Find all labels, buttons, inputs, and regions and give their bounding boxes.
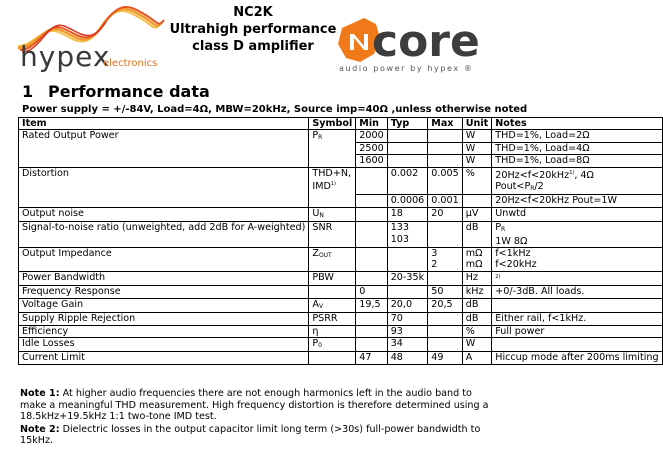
page-header xyxy=(0,0,510,78)
hypex-brand-subtitle: electronics xyxy=(103,58,158,69)
header-notes: Notes xyxy=(492,118,662,130)
cell-typ xyxy=(387,248,428,272)
cell-notes: 20Hz<f<20kHz Pout=1W xyxy=(492,195,662,207)
cell-max xyxy=(428,271,462,285)
cell-unit: % xyxy=(462,325,492,337)
cell-min: 1600 xyxy=(356,155,387,167)
cell-unit: A xyxy=(462,352,492,364)
cell-symbol: AV xyxy=(309,298,356,312)
cell-max xyxy=(428,130,462,142)
cell-min: 2500 xyxy=(356,142,387,154)
header-unit: Unit xyxy=(462,118,492,130)
title-line-3: class D amplifier xyxy=(192,39,314,54)
cell-notes: THD=1%, Load=2Ω xyxy=(492,130,662,142)
cell-item: Rated Output Power xyxy=(19,130,309,167)
cell-item: Idle Losses xyxy=(19,337,309,351)
cell-item: Current Limit xyxy=(19,352,309,364)
table-row xyxy=(19,337,663,351)
table-row xyxy=(19,248,663,272)
cell-unit: W xyxy=(462,142,492,154)
cell-item: Voltage Gain xyxy=(19,298,309,312)
cell-max: 20,5 xyxy=(428,298,462,312)
cell-max xyxy=(428,325,462,337)
cell-notes xyxy=(492,298,662,312)
cell-min xyxy=(356,222,387,248)
header-min: Min xyxy=(356,118,387,130)
cell-notes: Unwtd xyxy=(492,207,662,221)
cell-symbol xyxy=(309,286,356,298)
table-row xyxy=(19,298,663,312)
cell-min xyxy=(356,167,387,195)
cell-typ: 34 xyxy=(387,337,428,351)
cell-notes: 20Hz<f<20kHz$^{1)}$, 4Ω Pout<PR/2 xyxy=(492,167,662,195)
footnotes xyxy=(20,388,496,448)
cell-min xyxy=(356,337,387,351)
cell-max: 3 2 xyxy=(428,248,462,272)
cell-unit: μV xyxy=(462,207,492,221)
cell-notes: THD=1%, Load=8Ω xyxy=(492,155,662,167)
cell-typ xyxy=(387,142,428,154)
cell-unit: W xyxy=(462,155,492,167)
ncore-tagline: audio power by hypex ® xyxy=(339,64,474,73)
cell-min: 19,5 xyxy=(356,298,387,312)
cell-typ xyxy=(387,130,428,142)
cell-max: 49 xyxy=(428,352,462,364)
cell-max xyxy=(428,313,462,325)
cell-min: 0 xyxy=(356,286,387,298)
cell-unit: dB xyxy=(462,313,492,325)
title-line-2: Ultrahigh performance xyxy=(169,22,337,37)
header-typ: Typ xyxy=(387,118,428,130)
cell-typ: 93 xyxy=(387,325,428,337)
cell-unit: W xyxy=(462,337,492,351)
cell-typ: 20-35k xyxy=(387,271,428,285)
cell-symbol: ZOUT xyxy=(309,248,356,272)
cell-min xyxy=(356,313,387,325)
table-row xyxy=(19,167,663,195)
cell-symbol xyxy=(309,352,356,364)
cell-item: Output Impedance xyxy=(19,248,309,272)
cell-symbol: SNR xyxy=(309,222,356,248)
cell-item: Supply Ripple Rejection xyxy=(19,313,309,325)
cell-notes: f<1kHz f<20kHz xyxy=(492,248,662,272)
cell-min: 2000 xyxy=(356,130,387,142)
cell-notes: +0/-3dB. All loads. xyxy=(492,286,662,298)
cell-symbol: UN xyxy=(309,207,356,221)
cell-max xyxy=(428,337,462,351)
cell-notes: Either rail, f<1kHz. xyxy=(492,313,662,325)
cell-min xyxy=(356,325,387,337)
hypex-brand-wordmark: hypex xyxy=(20,40,111,73)
cell-notes: Full power xyxy=(492,325,662,337)
section-title-text: Performance data xyxy=(48,82,210,101)
cell-typ xyxy=(387,155,428,167)
cell-symbol: P0 xyxy=(309,337,356,351)
cell-max: 0.005 xyxy=(428,167,462,195)
cell-max: 0.001 xyxy=(428,195,462,207)
table-row xyxy=(19,286,663,298)
cell-notes: PR 1W 8Ω xyxy=(492,222,662,248)
cell-symbol: PR xyxy=(309,130,356,167)
header-item: Item xyxy=(19,118,309,130)
section-heading xyxy=(22,82,210,101)
cell-notes: 2) xyxy=(492,271,662,285)
cell-typ: 0.0006 xyxy=(387,195,428,207)
cell-item: Signal-to-noise ratio (unweighted, add 2dB for A-weighted) xyxy=(19,222,309,248)
note-1: Note 1: At higher audio frequencies there are not enough harmonics left in the audio band to make a meaningful THD measurement. High frequency distortion is therefore determined using a 18.5kHz+19.5kHz 1:1 two-tone IMD test. xyxy=(20,388,489,423)
table-header-row xyxy=(19,118,663,130)
cell-symbol: η xyxy=(309,325,356,337)
cell-notes xyxy=(492,337,662,351)
cell-unit: % xyxy=(462,167,492,195)
table-row xyxy=(19,207,663,221)
cell-min xyxy=(356,207,387,221)
section-number: 1 xyxy=(22,82,34,101)
table-row xyxy=(19,313,663,325)
cell-typ: 18 xyxy=(387,207,428,221)
cell-unit xyxy=(462,195,492,207)
cell-min xyxy=(356,195,387,207)
cell-item: Distortion xyxy=(19,167,309,207)
cell-unit: W xyxy=(462,130,492,142)
note-2: Note 2: Dielectric losses in the output capacitor limit long term (>30s) full-power bandwidth to 15kHz. xyxy=(20,423,481,447)
header-symbol: Symbol xyxy=(309,118,356,130)
cell-item: Power Bandwidth xyxy=(19,271,309,285)
cell-notes: Hiccup mode after 200ms limiting xyxy=(492,352,662,364)
table-row xyxy=(19,130,663,142)
document-title xyxy=(168,4,338,55)
table-row xyxy=(19,352,663,364)
cell-symbol: PSRR xyxy=(309,313,356,325)
cell-max xyxy=(428,155,462,167)
cell-item: Frequency Response xyxy=(19,286,309,298)
table-row xyxy=(19,325,663,337)
table-row xyxy=(19,271,663,285)
cell-typ: 20,0 xyxy=(387,298,428,312)
cell-typ: 133 103 xyxy=(387,222,428,248)
cell-max xyxy=(428,142,462,154)
cell-typ xyxy=(387,286,428,298)
performance-table xyxy=(18,117,663,365)
cell-notes: THD=1%, Load=4Ω xyxy=(492,142,662,154)
cell-max xyxy=(428,222,462,248)
cell-symbol: PBW xyxy=(309,271,356,285)
cell-min xyxy=(356,271,387,285)
test-conditions: Power supply = +/-84V, Load=4Ω, MBW=20kHz, Source imp=40Ω ,unless otherwise noted xyxy=(22,104,528,115)
cell-symbol: THD+N, IMD$^{1)}$ xyxy=(309,167,356,207)
cell-unit: dB xyxy=(462,298,492,312)
cell-unit: Hz xyxy=(462,271,492,285)
table-row xyxy=(19,222,663,248)
cell-typ: 70 xyxy=(387,313,428,325)
cell-typ: 0.002 xyxy=(387,167,428,195)
cell-unit: dB xyxy=(462,222,492,248)
cell-unit: mΩ mΩ xyxy=(462,248,492,272)
cell-item: Efficiency xyxy=(19,325,309,337)
cell-max: 50 xyxy=(428,286,462,298)
title-model: NC2K xyxy=(233,5,273,20)
header-max: Max xyxy=(428,118,462,130)
cell-max: 20 xyxy=(428,207,462,221)
ncore-wordmark: core xyxy=(372,16,480,67)
cell-unit: kHz xyxy=(462,286,492,298)
cell-min xyxy=(356,248,387,272)
cell-min: 47 xyxy=(356,352,387,364)
cell-item: Output noise xyxy=(19,207,309,221)
cell-typ: 48 xyxy=(387,352,428,364)
